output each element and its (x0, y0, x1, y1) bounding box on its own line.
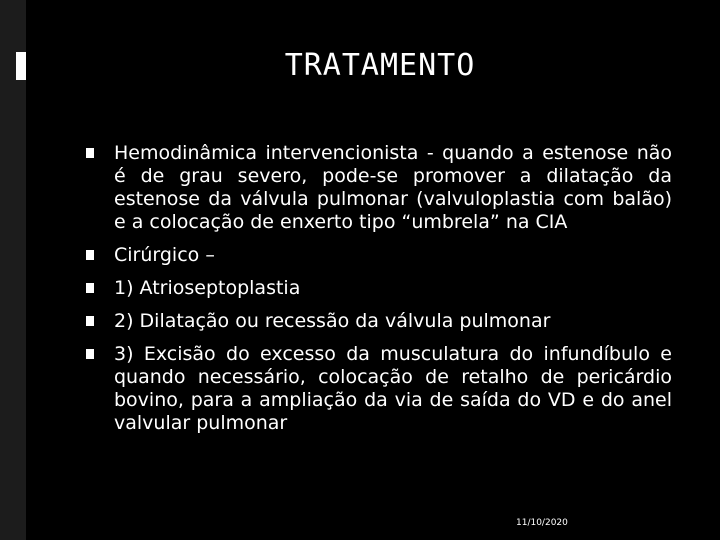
bullet-marker-icon (86, 250, 94, 260)
bullet-list (86, 142, 672, 445)
bullet-marker-icon (86, 148, 94, 158)
bullet-item (86, 310, 672, 333)
bullet-item (86, 277, 672, 300)
bullet-marker-icon (86, 349, 94, 359)
slide-title: TRATAMENTO (284, 48, 476, 83)
bullet-marker-icon (86, 316, 94, 326)
bullet-text: Cirúrgico – (114, 244, 215, 266)
bullet-item (86, 244, 672, 267)
bullet-text: 2) Dilatação ou recessão da válvula pulmonar (114, 310, 551, 332)
bullet-item (86, 343, 672, 435)
bullet-text: 3) Excisão do excesso da musculatura do infundíbulo e quando necessário, colocação de retalho de pericárdio bovino, para a ampliação da via de saída do VD e do anel valvular pulmonar (114, 343, 672, 434)
bullet-marker-icon (86, 283, 94, 293)
bullet-text: Hemodinâmica intervencionista - quando a estenose não é de grau severo, pode-se promover a dilatação da estenose da válvula pulmonar (valvuloplastia com balão) e a colocação de enxerto tipo “umbrela” na CIA (114, 142, 672, 233)
bullet-item (86, 142, 672, 234)
bullet-text: 1) Atrioseptoplastia (114, 277, 301, 299)
footer-date: 11/10/2020 (516, 518, 568, 528)
